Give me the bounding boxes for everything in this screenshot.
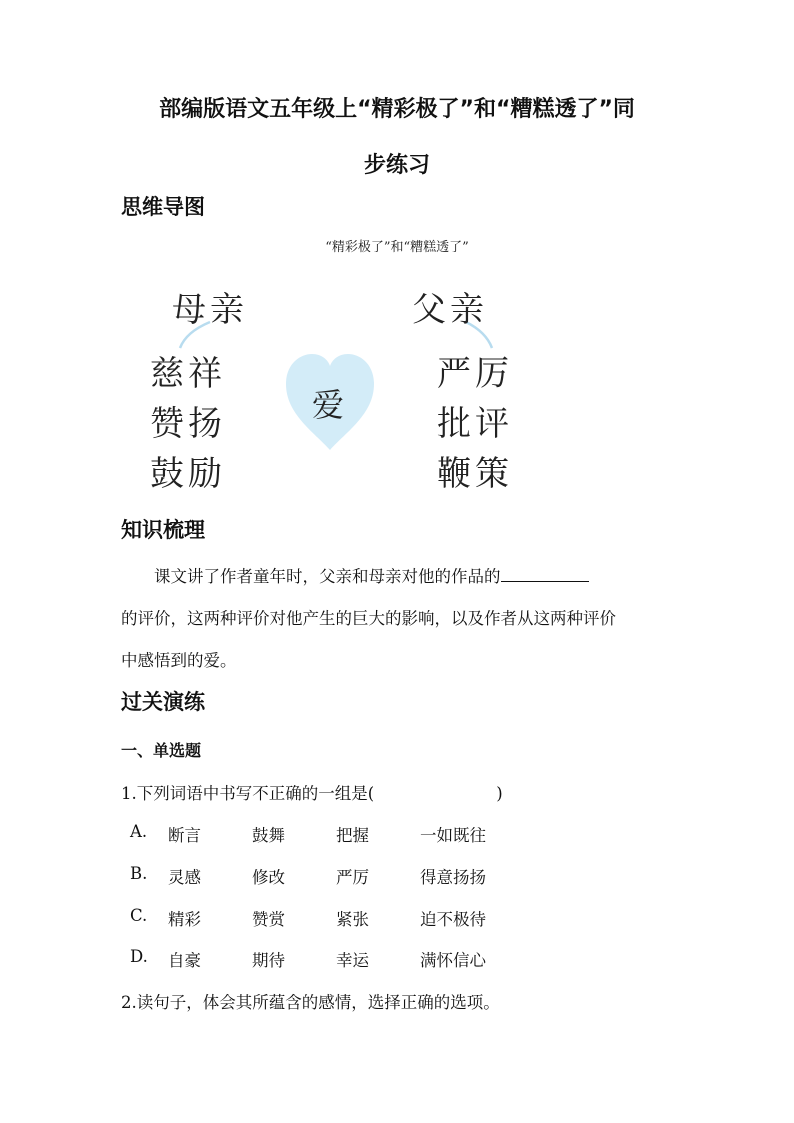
heading-knowledge: 知识梳理 bbox=[121, 518, 205, 542]
title-line-1: 部编版语文五年级上“精彩极了”和“糟糕透了”同 bbox=[159, 97, 635, 122]
option-word: 期待 bbox=[252, 951, 285, 970]
father-label: 父亲 bbox=[412, 290, 488, 330]
father-word: 批评 bbox=[437, 404, 513, 444]
title-line-2: 步练习 bbox=[363, 153, 430, 178]
option-word: 自豪 bbox=[168, 951, 201, 970]
option-word: 修改 bbox=[252, 868, 285, 887]
option-word: 得意扬扬 bbox=[420, 868, 486, 887]
mother-word: 慈祥 bbox=[150, 354, 226, 394]
mother-word: 赞扬 bbox=[150, 404, 226, 444]
option-word: 精彩 bbox=[168, 910, 201, 929]
option-letter: B. bbox=[130, 864, 148, 883]
heading-mind-map: 思维导图 bbox=[121, 195, 205, 219]
mother-label: 母亲 bbox=[172, 290, 248, 330]
fill-in-blank[interactable] bbox=[501, 563, 589, 582]
question-1 bbox=[121, 780, 503, 804]
option-word: 一如既往 bbox=[420, 826, 486, 845]
option-letter: D. bbox=[130, 947, 148, 966]
father-word: 严厉 bbox=[437, 354, 513, 394]
section-single-choice: 一、单选题 bbox=[121, 741, 202, 760]
knowledge-text-1: 课文讲了作者童年时，父亲和母亲对他的作品的 bbox=[154, 567, 501, 586]
option-word: 把握 bbox=[336, 826, 369, 845]
mind-map-caption: “精彩极了”和“糟糕透了” bbox=[325, 240, 469, 255]
option-word: 灵感 bbox=[168, 868, 201, 887]
option-word: 幸运 bbox=[336, 951, 369, 970]
love-center-label: 爱 bbox=[312, 386, 345, 424]
option-word: 严厉 bbox=[336, 868, 369, 887]
knowledge-line-2: 的评价，这两种评价对他产生的巨大的影响，以及作者从这两种评价 bbox=[121, 609, 616, 628]
question-2-stem: 2.读句子，体会其所蕴含的感情，选择正确的选项。 bbox=[121, 993, 500, 1012]
option-word: 鼓舞 bbox=[252, 826, 285, 845]
heading-practice: 过关演练 bbox=[121, 690, 205, 714]
knowledge-paragraph bbox=[121, 556, 681, 598]
option-word: 满怀信心 bbox=[420, 951, 486, 970]
option-word: 赞赏 bbox=[252, 910, 285, 929]
father-word: 鞭策 bbox=[437, 454, 513, 494]
mind-map-arcs bbox=[0, 0, 794, 520]
option-letter: A. bbox=[130, 822, 148, 841]
mother-word: 鼓励 bbox=[150, 454, 226, 494]
option-word: 迫不极待 bbox=[420, 910, 486, 929]
knowledge-line-3: 中感悟到的爱。 bbox=[121, 651, 237, 670]
option-letter: C. bbox=[130, 906, 148, 925]
knowledge-line-1 bbox=[121, 556, 681, 598]
option-word: 紧张 bbox=[336, 910, 369, 929]
question-1-stem: 1.下列词语中书写不正确的一组是( bbox=[121, 784, 375, 803]
question-1-close: ) bbox=[496, 784, 503, 803]
option-word: 断言 bbox=[168, 826, 201, 845]
